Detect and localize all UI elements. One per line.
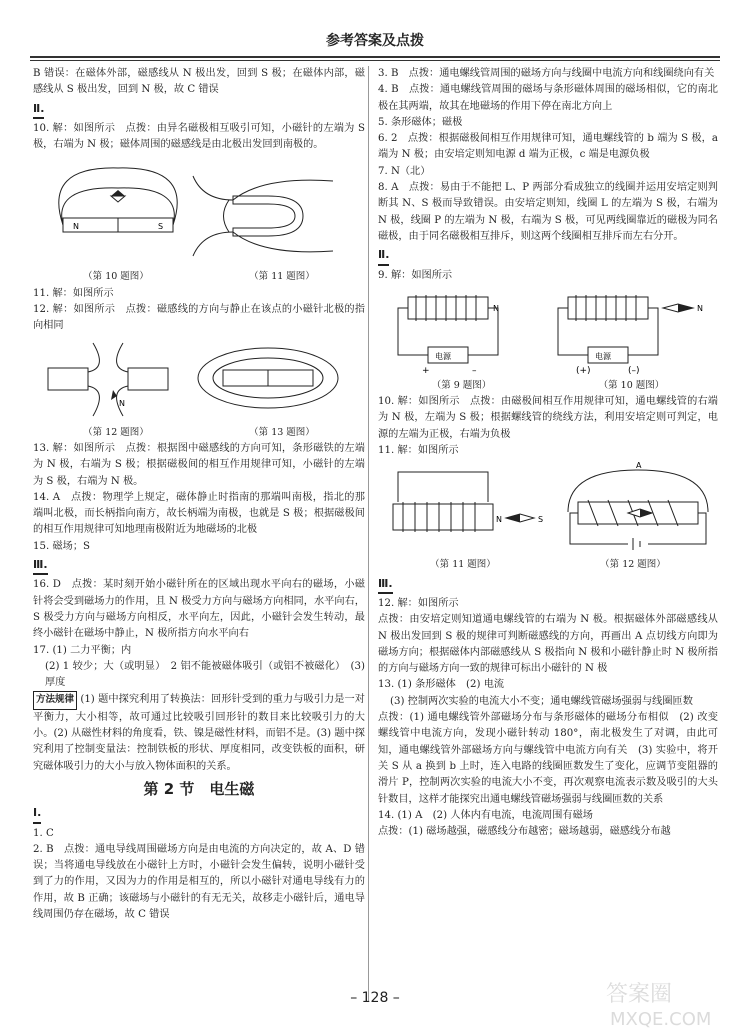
terminal-label: (+) [576, 365, 591, 375]
field-line [568, 470, 708, 512]
answer-10: 10. 解：如图所示 点拨：由磁极间相互作用规律可知，通电螺线管的右端为 N 极，左端为 S 极；根据螺线管的绕线方法，利用安培定则可判定，电源的左端为正极，右端为负极 [378, 396, 718, 440]
answer-12-b: 点拨：由安培定则知道通电螺线管的右端为 N 极。根据磁体外部磁感线从 N 极出发回到 S 极的规律可判断磁感线的方向，再画出 A 点切线方向即为磁场方向；根据磁体内部磁感线从 S 极指向 N 极和小磁针静止时 N 极所指的方向与磁场方向一致的规律可标出小磁针的 N 极 [378, 614, 718, 675]
section-marker: Ⅱ. [378, 247, 389, 265]
answer-11: 11. 解：如图所示 [378, 445, 459, 457]
answer-2: 2. B 点拨：通电导线周围磁场方向是由电流的方向决定的，故 A、D 错误；当将通电导线放在小磁针上方时，小磁针会发生偏转，说明小磁针受到了力的作用，又因为力的作用是相互的，所以小磁针对通电导线有力的作用，故 B 正确；该磁场与小磁针的有无无关，故移走小磁针后，通电导线周围仍存在磁场，故 C 错误 [33, 843, 365, 920]
page-header: 参考答案及点拨 [326, 33, 424, 49]
pole-label: S [538, 515, 544, 525]
figure-caption: （第 10 题图） [598, 379, 665, 391]
figure-caption: （第 12 题图） [600, 559, 666, 571]
figure-10-11-svg [33, 156, 365, 266]
answer-text: B 错误：在磁体外部，磁感线从 N 极出发，回到 S 极；在磁体内部，磁感线从 S 极出发，回到 N 极，故 C 错误 [33, 68, 365, 96]
chapter-title: 第 2 节 电生磁 [143, 779, 255, 798]
figure-caption: （第 10 题图） [83, 271, 149, 283]
figure-12-13-svg [33, 338, 365, 422]
figure-caption: （第 9 题图） [431, 379, 492, 391]
left-column [33, 66, 365, 923]
magnet-left [48, 368, 88, 390]
figure-row-12-13 [33, 338, 365, 422]
answer-13: 13. (1) 条形磁体 (2) 电流 [378, 679, 505, 691]
header-rule [30, 56, 720, 58]
section-marker: Ⅰ. [33, 805, 41, 823]
figure-row-9-10 [378, 287, 718, 375]
section-marker: Ⅲ. [33, 557, 48, 575]
magnet-right [128, 368, 168, 390]
answer-4: 4. B 点拨：通电螺线管周围的磁场与条形磁体周围的磁场相似，它的南北极在其两端，故其在地磁场的作用下停在南北方向上 [378, 84, 718, 112]
field-line [224, 200, 230, 232]
figure-caption: （第 11 题图） [249, 271, 315, 283]
figure-row-11-12 [378, 462, 718, 554]
method-tag: 方法规律 [33, 691, 77, 709]
field-line [193, 232, 233, 256]
pole-label: S [158, 222, 164, 232]
answer-14: 14. A 点拨：物理学上规定，磁体静止时指南的那端叫南极，指北的那端叫北极，而长柄指向南方，故长柄端为南极，也就是 S 极；根据磁极间的相互作用规律可知地理南极附近为地磁场的北极 [33, 491, 365, 536]
figure-row-10-11 [33, 156, 365, 266]
answer-5: 5. 条形磁体；磁极 [378, 116, 463, 128]
field-line [193, 176, 233, 200]
svg-text:MXQE.COM: MXQE.COM [610, 1009, 712, 1030]
answer-7: 7. N（北） [378, 165, 431, 177]
answer-9: 9. 解：如图所示 [378, 269, 453, 281]
pole-label: N [493, 303, 499, 313]
method-text: (1) 题中探究利用了转换法：回形针受到的重力与吸引力是一对平衡力，大小相等，故可通过比较吸引回形针的数目来比较吸引力的大小。(2) 从磁性材料的角度看，铁、镍是磁性材料，而铝不是。(3) 题中探究利用了控制变量法：控制铁板的形状、厚度相同，改变铁板的面积，研究磁体吸引力的大小与放入物体面积的关系。 [33, 694, 365, 772]
watermark-text: 答案圈 [606, 982, 673, 1007]
answer-13: 13. 解：如图所示 点拨：根据图中磁感线的方向可知，条形磁铁的左端为 N 极，右端为 S 极；根据磁极间的相互作用规律可知，小磁针的左端为 S 极，右端为 N 极。 [33, 442, 365, 487]
answer-1: 1. C [33, 827, 54, 839]
section-marker: Ⅲ. [378, 576, 393, 594]
answer-12: 12. 解：如图所示 点拨：磁感线的方向与静止在该点的小磁针北极的指向相同 [33, 304, 365, 332]
answer-8: 8. A 点拨：易由于不能把 L、P 两部分看成独立的线圈并运用安培定则判断其 N、S 极而导致错误。由安培定则知，线圈 L 的左端为 S 极，右端为 N 极，线圈 P 的左端为 N 极，右端为 S 极，可见两线圈靠近的磁极为同名磁极，由于同名磁极相互排斥，则这两个线圈相互排斥而左右分开。 [378, 182, 718, 242]
power-label: 电源 [435, 351, 451, 361]
figure-caption: （第 12 题图） [83, 426, 149, 438]
answer-11: 11. 解：如图所示 [33, 287, 114, 299]
answer-17-b: (2) 1 较少；大（或明显） 2 铝不能被磁体吸引（或铝不被磁化） (3) 厚度 [45, 660, 365, 689]
answer-6: 6. 2 点拨：根据磁极间相互作用规律可知，通电螺线管的 b 端为 S 极，a 端为 N 极；由安培定则知电源 d 端为正极，c 端是电源负极 [378, 133, 718, 161]
answer-16: 16. D 点拨：某时刻开始小磁针所在的区域出现水平向右的磁场，小磁针将会受到磁场力的作用，且 N 极受力方向与磁场方向相同，水平向右，S 极受力方向与磁场方向相反，水平向左，因此，小磁针会发生转动，最终小磁针在磁场中静止，N 极所指方向水平向右 [33, 579, 365, 640]
answer-15: 15. 磁场；S [33, 540, 90, 552]
figure-9-10-svg [378, 287, 718, 375]
compass-needle [111, 190, 125, 196]
answer-14: 14. (1) A (2) 人体内有电流，电流周围有磁场 [378, 809, 593, 821]
right-column [378, 66, 718, 840]
answer-17-c [33, 691, 365, 774]
figure-caption: （第 11 题图） [430, 559, 496, 571]
answer-3: 3. B 点拨：通电螺线管周围的磁场方向与线圈中电流方向和线圈绕向有关 [378, 68, 715, 79]
figure-11-12-svg [378, 462, 718, 554]
answer-10: 10. 解：如图所示 点拨：由异名磁极相互吸引可知，小磁针的左端为 S 极，右端为 N 极；磁体周围的磁感线是由北极出发回到南极的。 [33, 122, 365, 151]
page-number: – 128 – [350, 990, 400, 1006]
pole-label: N [697, 303, 703, 313]
pole-label: N [73, 222, 79, 232]
power-label: 电源 [595, 351, 611, 361]
answer-17: 17. (1) 二力平衡；内 [33, 644, 132, 656]
point-label: A [636, 462, 642, 471]
header-rule-thin [30, 60, 720, 61]
pole-label: N [119, 398, 125, 408]
answer-14-b: 点拨：(1) 磁场越强，磁感线分布越密；磁场越弱，磁感线分布越 [378, 826, 671, 838]
answer-13-b: (3) 控制两次实验的电流大小不变；通电螺线管磁场强弱与线圈匝数 [390, 695, 693, 707]
solenoid [393, 504, 493, 530]
answer-12: 12. 解：如图所示 [378, 597, 459, 609]
figure-caption: （第 13 题图） [249, 426, 315, 438]
terminal-label: – [472, 365, 477, 375]
terminal-label: (–) [628, 365, 640, 375]
pole-label: N [496, 515, 502, 525]
answer-13-c: 点拨：(1) 通电螺线管外部磁场分布与条形磁体的磁场分布相似 (2) 改变螺线管中电流方向，发现小磁针转动 180°，南北极发生了对调，由此可知，通电螺线管外部磁场方向与螺线管中电流方向有关 (3) 实验中，将开关 S 从 a 换到 b 上时，连入电路的线圈匝数发生了变化，应调节变阻器的滑片 P，控制两次实验的电流大小不变，再次观察电流表示数及吸引的大头针数目，这样才能探究出通电螺线管磁场强弱与线圈匝数的关系 [378, 712, 718, 805]
u-magnet [233, 196, 303, 236]
terminal-label: + [422, 365, 430, 375]
section-marker: Ⅱ. [33, 101, 44, 119]
column-divider [368, 66, 369, 1001]
watermark-logo [600, 975, 750, 1031]
